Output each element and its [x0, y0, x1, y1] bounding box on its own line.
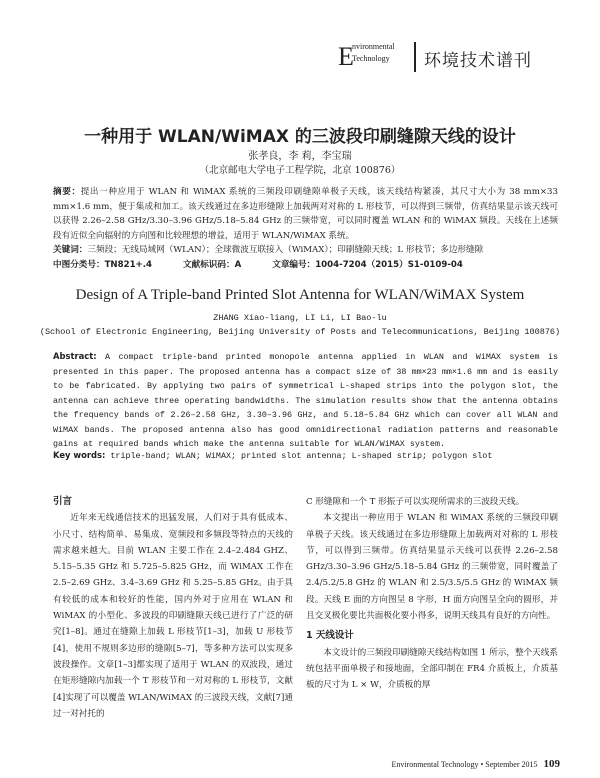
intro-heading: 引言 — [53, 496, 73, 507]
journal-logo-line2: Technology — [352, 54, 390, 63]
footer-journal: Environmental Technology • September 2015 — [391, 760, 538, 769]
right-column — [306, 494, 558, 694]
classification-line — [53, 258, 558, 273]
journal-logo-line1: nvironmental — [352, 42, 395, 51]
english-abstract — [53, 349, 558, 452]
column-title: 环境技术谱刊 — [424, 51, 532, 71]
section1-heading: 1 天线设计 — [306, 630, 354, 642]
journal-logo-letter: E — [338, 42, 354, 71]
english-keywords — [53, 448, 558, 463]
english-title: Design of A Triple-band Printed Slot Antenna for WLAN/WiMAX System — [75, 287, 525, 303]
english-keywords-label: Key words: — [53, 450, 106, 460]
english-abstract-label: Abstract: — [53, 351, 97, 361]
page-footer — [391, 758, 560, 770]
chinese-title: 一种用于 WLAN/WiMAX 的三波段印刷缝隙天线的设计 — [84, 127, 516, 147]
chinese-abstract-text: 提出一种应用于 WLAN 和 WiMAX 系统的三频段印刷缝隙单极子天线，该天线结构紧凑，其尺寸大小为 38 mm×33 mm×1.6 mm，便于集成和加工。该天线通过在多边形缝隙上加载两对对称的 L 形枝节，可以得到三频带，仿真结果显示该天线可以获得 2.26–2.58 GHz/3.30–3.96 GHz/5.18–5.84 GHz 的三频带宽，可以同时覆盖 WLAN 和的 WiMAX 频段。天线在上述频段有近似全向辐射的方向图和比较理想的增益，适用于 WLAN/WiMAX 系统。 — [53, 187, 558, 241]
proposal-paragraph: 本文提出一种应用于 WLAN 和 WiMAX 系统的三频段印刷单极子天线。该天线通过在多边形缝隙上加载两对对称的 L 形枝节，可以得到三频带。仿真结果显示天线可以获得 2.26–2.58 GHz/3.30–3.96 GHz/5.18–5.84 GHz 的三频带宽，同时覆盖了 2.4/5.2/5.8 GHz 的 WLAN 和 2.5/3.5/5.5 GHz 的 WiMAX 频段。天线 E 面的方向图呈 8 字形，H 面方向图呈全向的圆形，并且交叉极化要比共面极化要小得多，说明天线具有良好的方向性。 — [306, 513, 558, 622]
document-code: 文献标识码：A — [183, 260, 242, 270]
chinese-abstract-label: 摘要： — [53, 187, 81, 197]
chinese-authors: 张孝良，李 莉，李宝瑞 — [248, 151, 352, 162]
english-authors: ZHANG Xiao-liang, LI Li, LI Bao-lu — [213, 313, 387, 323]
page-number: 109 — [543, 758, 560, 770]
header-divider — [414, 42, 416, 72]
english-keywords-text: triple-band; WLAN; WiMAX; printed slot antenna; L-shaped strip; polygon slot — [110, 451, 493, 461]
chinese-keywords-label: 关键词： — [53, 245, 88, 255]
clc-number: 中图分类号：TN821+.4 — [53, 260, 153, 270]
intro-paragraph: 近年来无线通信技术的迅猛发展，人们对于具有低成本、小尺寸、结构简单、易集成、宽频段和多频段等特点的天线的需求越来越大。目前 WLAN 主要工作在 2.4–2.484 GHZ、5.15–5.35 GHz 和 5.725–5.825 GHz，而 WiMAX 工作在 2.5–2.69 GHz、3.4–3.69 GHz 和 5.25–5.85 GHz。由于具有较低的成本和较好的性能，国内外对于应用在 WLAN 和 WiMAX 的小型化、多波段的印刷缝隙天线已进行了广泛的研究[1–8]。通过在缝隙上加载 L 形枝节[1–3]，加载 U 形枝节[4]，使用不规则多边形的缝隙[5–7]，等多种方法可以实现多波段操作。文章[1–3]都实现了适用于 WLAN 的双波段，通过在矩形缝隙内加载一个 T 形枝节和一对对称的 L 形枝节，文献[4]实现了可以覆盖 WLAN/WiMAX 的三波段天线，文献[7]通过一对衬托的 — [53, 513, 293, 719]
journal-header — [338, 36, 578, 86]
chinese-keywords — [53, 243, 558, 258]
chinese-keywords-text: 三频段；无线局域网（WLAN）；全球微波互联接入（WiMAX）；印刷缝隙天线；L 形枝节；多边形缝隙 — [87, 245, 484, 255]
english-abstract-text: A compact triple-band printed monopole antenna applied in WLAN and WiMAX system is presented in this paper. The proposed antenna has a compact size of 38 mm×23 mm×1.6 mm and is easily to be fabricated. By applying two pairs of symmetrical L-shaped strips into the polygon slot, the antenna can achieve three operating bandwidths. The simulation results show that the antenna obtains the frequency bands of 2.26–2.58 GHz, 3.30–3.96 GHz, and 5.18–5.84 GHz which can cover all WLAN and WiMAX bands. The proposed antenna also has good omnidirectional radiation patterns and reasonable gains at required bands which make the antenna suitable for WLAN/WiMAX system. — [53, 352, 558, 449]
article-number: 文章编号：1004-7204（2015）S1-0109-04 — [272, 260, 463, 270]
chinese-affiliation: （北京邮电大学电子工程学院，北京 100876） — [199, 165, 401, 176]
chinese-abstract — [53, 185, 558, 243]
design-paragraph: 本文设计的三频段印刷缝隙天线结构如图 1 所示，整个天线系统包括平面单极子和接地面，全部印制在 FR4 介质板上，介质基板的尺寸为 L × W，介质板的厚 — [306, 647, 558, 691]
left-column — [53, 494, 293, 722]
intro-continuation: C 形缝隙和一个 T 形振子可以实现所需求的三波段天线。 — [306, 497, 525, 507]
english-affiliation: (School of Electronic Engineering, Beijing University of Posts and Telecommunications, Beijing 100876) — [39, 327, 561, 337]
